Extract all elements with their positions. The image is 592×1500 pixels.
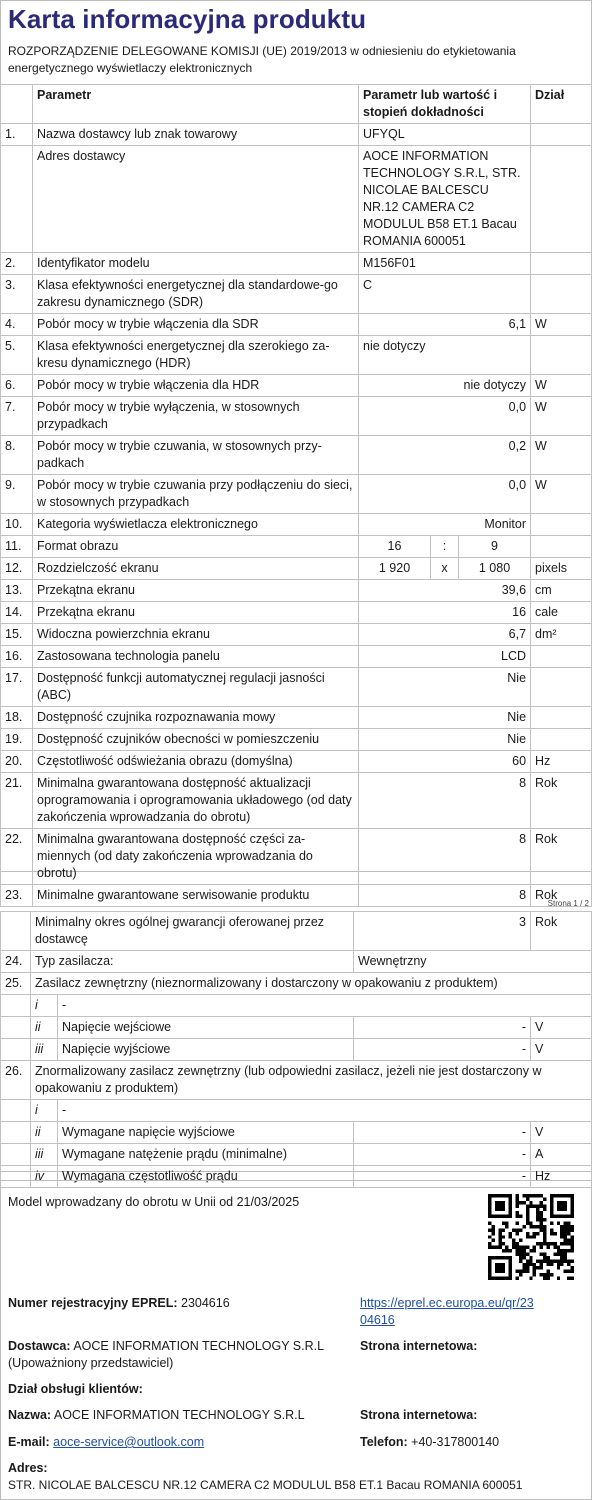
sub-value: - xyxy=(354,1122,531,1144)
row-num: 18. xyxy=(1,707,33,729)
sub-row xyxy=(1,1039,592,1061)
row-label: Przekątna ekranu xyxy=(33,580,359,602)
row-unit xyxy=(531,336,592,375)
sub-value: - xyxy=(354,1166,531,1188)
supplier-line xyxy=(8,1338,353,1372)
table-row xyxy=(1,829,592,885)
row-value: 16 xyxy=(359,602,531,624)
address-value: STR. NICOLAE BALCESCU NR.12 CAMERA C2 MODULUL B58 ET.1 Bacau ROMANIA 600051 xyxy=(8,1478,523,1492)
row-label: Klasa efektywności energetycznej dla standardowe-go zakresu dynamicznego (SDR) xyxy=(33,275,359,314)
sub-roman: ii xyxy=(31,1017,58,1039)
email-label: E-mail: xyxy=(8,1435,50,1449)
sub-row xyxy=(1,1122,592,1144)
power-supply-table xyxy=(0,911,592,1188)
row-label: Zasilacz zewnętrzny (nieznormalizowany i dostarczony w opakowaniu z produktem) xyxy=(31,973,592,995)
row-num: 14. xyxy=(1,602,33,624)
row-unit: Rok xyxy=(531,885,592,907)
name-label: Nazwa: xyxy=(8,1408,52,1422)
table-row xyxy=(1,624,592,646)
row-num: 24. xyxy=(1,951,31,973)
table-row xyxy=(1,773,592,829)
row-num: 9. xyxy=(1,475,33,514)
row-num: 21. xyxy=(1,773,33,829)
regulation-text: ROZPORZĄDZENIE DELEGOWANE KOMISJI (UE) 2019/2013 w odniesieniu do etykietowania energetycznego wyświetlaczy elektronicznych xyxy=(8,44,516,75)
table-row xyxy=(1,436,592,475)
sub-roman: i xyxy=(31,1100,58,1122)
row-value: M156F01 xyxy=(359,253,531,275)
row-num: 12. xyxy=(1,558,33,580)
sub-label: Wymagane natężenie prądu (minimalne) xyxy=(58,1144,354,1166)
row-value: 6,7 xyxy=(359,624,531,646)
qr-code-icon[interactable] xyxy=(488,1194,574,1280)
row-value-sep: x xyxy=(431,558,459,580)
website-label-2: Strona internetowa: xyxy=(360,1408,478,1422)
row-label: Zastosowana technologia panelu xyxy=(33,646,359,668)
warranty-value: 3 xyxy=(354,912,531,951)
email-line xyxy=(8,1434,204,1451)
table-row xyxy=(1,475,592,514)
eprel-line xyxy=(8,1295,230,1312)
row-num xyxy=(1,146,33,253)
row-num: 5. xyxy=(1,336,33,375)
row-label: Adres dostawcy xyxy=(33,146,359,253)
supplier-value: AOCE INFORMATION TECHNOLOGY S.R.L (Upoważniony przedstawiciel) xyxy=(8,1339,324,1370)
row-unit xyxy=(531,124,592,146)
sub-value: - xyxy=(354,1039,531,1061)
row-value-a: 16 xyxy=(359,536,431,558)
row-label: Kategoria wyświetlacza elektronicznego xyxy=(33,514,359,536)
row-label: Pobór mocy w trybie czuwania, w stosownych przy-padkach xyxy=(33,436,359,475)
row-num: 10. xyxy=(1,514,33,536)
row-unit: W xyxy=(531,436,592,475)
row-num: 26. xyxy=(1,1061,31,1100)
row-value: 0,2 xyxy=(359,436,531,475)
row-num: 8. xyxy=(1,436,33,475)
row-label: Klasa efektywności energetycznej dla szerokiego za-kresu dynamicznego (HDR) xyxy=(33,336,359,375)
header-num xyxy=(1,85,33,124)
row-label: Znormalizowany zasilacz zewnętrzny (lub odpowiedni zasilacz, jeżeli nie jest dostarczony w opakowaniu z produktem) xyxy=(31,1061,592,1100)
row-value: UFYQL xyxy=(359,124,531,146)
row-value: 6,1 xyxy=(359,314,531,336)
row-value: nie dotyczy xyxy=(359,336,531,375)
sub-row xyxy=(1,995,592,1017)
row-num: 16. xyxy=(1,646,33,668)
row-num: 4. xyxy=(1,314,33,336)
row-unit xyxy=(531,146,592,253)
table-row xyxy=(1,646,592,668)
row-num: 1. xyxy=(1,124,33,146)
supplier-label: Dostawca: xyxy=(8,1339,71,1353)
row-label: Rozdzielczość ekranu xyxy=(33,558,359,580)
table-row xyxy=(1,146,592,253)
warranty-row xyxy=(1,912,592,951)
row-value: 60 xyxy=(359,751,531,773)
row-unit: Hz xyxy=(531,751,592,773)
row-value: Wewnętrzny xyxy=(354,951,592,973)
eprel-value: 2304616 xyxy=(181,1296,230,1310)
name-line xyxy=(8,1407,305,1424)
market-intro: Model wprowadzany do obrotu w Unii od 21/03/2025 xyxy=(8,1195,300,1209)
row-num: 22. xyxy=(1,829,33,885)
page-number: Strona 1 / 2 xyxy=(547,899,589,908)
table-row xyxy=(1,751,592,773)
row-num: 17. xyxy=(1,668,33,707)
row-label: Typ zasilacza: xyxy=(31,951,354,973)
eprel-link-wrap xyxy=(360,1295,535,1329)
row-value: LCD xyxy=(359,646,531,668)
row-unit xyxy=(531,275,592,314)
sub-label: - xyxy=(58,995,592,1017)
sub-unit: Hz xyxy=(531,1166,592,1188)
table-row xyxy=(1,668,592,707)
row-unit: Rok xyxy=(531,773,592,829)
row-label: Minimalna gwarantowana dostępność aktualizacji oprogramowania i oprogramowania układowego (od daty zakończenia wprowadzania do obrotu) xyxy=(33,773,359,829)
row-label: Widoczna powierzchnia ekranu xyxy=(33,624,359,646)
sub-unit: V xyxy=(531,1039,592,1061)
row-num: 2. xyxy=(1,253,33,275)
table-row xyxy=(1,1061,592,1100)
phone-label: Telefon: xyxy=(360,1435,408,1449)
row-value: Nie xyxy=(359,668,531,707)
row-unit xyxy=(531,646,592,668)
table-row xyxy=(1,536,592,558)
row-label: Częstotliwość odświeżania obrazu (domyślna) xyxy=(33,751,359,773)
sub-roman: i xyxy=(31,995,58,1017)
row-label: Pobór mocy w trybie czuwania przy podłączeniu do sieci, w stosownych przypadkach xyxy=(33,475,359,514)
row-unit: W xyxy=(531,397,592,436)
row-label: Minimalna gwarantowana dostępność części za-miennych (od daty zakończenia wprowadzania do obrotu) xyxy=(33,829,359,885)
row-unit xyxy=(531,253,592,275)
sub-label: Wymagana częstotliwość prądu xyxy=(58,1166,354,1188)
product-info-table xyxy=(0,84,592,907)
email-link[interactable]: aoce-service@outlook.com xyxy=(53,1435,205,1449)
table-row xyxy=(1,558,592,580)
row-value: 0,0 xyxy=(359,475,531,514)
sub-label: Wymagane napięcie wyjściowe xyxy=(58,1122,354,1144)
row-num: 6. xyxy=(1,375,33,397)
sub-value: - xyxy=(354,1144,531,1166)
row-unit: pixels xyxy=(531,558,592,580)
row-label: Dostępność czujnika rozpoznawania mowy xyxy=(33,707,359,729)
row-unit: W xyxy=(531,314,592,336)
row-num: 19. xyxy=(1,729,33,751)
row-unit: dm² xyxy=(531,624,592,646)
sub-roman: iii xyxy=(31,1039,58,1061)
sub-unit: V xyxy=(531,1122,592,1144)
table-row xyxy=(1,275,592,314)
sub-unit: V xyxy=(531,1017,592,1039)
row-unit: Rok xyxy=(531,829,592,885)
row-unit xyxy=(531,536,592,558)
table-row xyxy=(1,336,592,375)
row-num: 11. xyxy=(1,536,33,558)
page-title: Karta informacyjna produktu xyxy=(8,4,367,34)
eprel-link[interactable]: https://eprel.ec.europa.eu/qr/2304616 xyxy=(360,1296,534,1327)
eprel-label: Numer rejestracyjny EPREL: xyxy=(8,1296,178,1310)
phone-value: +40-317800140 xyxy=(411,1435,500,1449)
table-row xyxy=(1,707,592,729)
table-row xyxy=(1,973,592,995)
row-value: C xyxy=(359,275,531,314)
row-value: 8 xyxy=(359,885,531,907)
sub-row xyxy=(1,1144,592,1166)
row-label: Nazwa dostawcy lub znak towarowy xyxy=(33,124,359,146)
row-label: Identyfikator modelu xyxy=(33,253,359,275)
row-num: 25. xyxy=(1,973,31,995)
row-label: Format obrazu xyxy=(33,536,359,558)
address-label: Adres: xyxy=(8,1461,48,1475)
row-value-a: 1 920 xyxy=(359,558,431,580)
sub-roman: iv xyxy=(31,1166,58,1188)
sub-label: Napięcie wejściowe xyxy=(58,1017,354,1039)
table-row xyxy=(1,253,592,275)
table-row xyxy=(1,951,592,973)
sub-unit: A xyxy=(531,1144,592,1166)
table-row xyxy=(1,885,592,907)
table-row xyxy=(1,729,592,751)
sub-label: Napięcie wyjściowe xyxy=(58,1039,354,1061)
row-value-sep: : xyxy=(431,536,459,558)
row-value: 0,0 xyxy=(359,397,531,436)
row-unit: W xyxy=(531,475,592,514)
row-num: 3. xyxy=(1,275,33,314)
row-unit xyxy=(531,514,592,536)
sub-roman: ii xyxy=(31,1122,58,1144)
row-unit: cm xyxy=(531,580,592,602)
row-num: 7. xyxy=(1,397,33,436)
table-header-row xyxy=(1,85,592,124)
row-value: nie dotyczy xyxy=(359,375,531,397)
table-row xyxy=(1,375,592,397)
service-label: Dział obsługi klientów: xyxy=(8,1382,143,1396)
row-label: Pobór mocy w trybie włączenia dla HDR xyxy=(33,375,359,397)
row-label: Pobór mocy w trybie włączenia dla SDR xyxy=(33,314,359,336)
website-label-1: Strona internetowa: xyxy=(360,1339,478,1353)
sub-row xyxy=(1,1100,592,1122)
row-value: AOCE INFORMATION TECHNOLOGY S.R.L, STR. NICOLAE BALCESCU NR.12 CAMERA C2 MODULUL B58 ET.1 Bacau ROMANIA 600051 xyxy=(359,146,531,253)
header-unit: Dział xyxy=(531,85,592,124)
warranty-unit: Rok xyxy=(531,912,592,951)
row-num: 20. xyxy=(1,751,33,773)
table-row xyxy=(1,602,592,624)
row-unit xyxy=(531,707,592,729)
row-value: Monitor xyxy=(359,514,531,536)
row-unit xyxy=(531,668,592,707)
row-value: 39,6 xyxy=(359,580,531,602)
row-unit xyxy=(531,729,592,751)
row-num: 15. xyxy=(1,624,33,646)
row-value: 8 xyxy=(359,829,531,885)
sub-roman: iii xyxy=(31,1144,58,1166)
table-row xyxy=(1,124,592,146)
row-label: Pobór mocy w trybie wyłączenia, w stosownych przypadkach xyxy=(33,397,359,436)
warranty-label: Minimalny okres ogólnej gwarancji oferowanej przez dostawcę xyxy=(31,912,354,951)
table-row xyxy=(1,580,592,602)
row-unit: W xyxy=(531,375,592,397)
sub-label: - xyxy=(58,1100,592,1122)
row-label: Dostępność funkcji automatycznej regulacji jasności (ABC) xyxy=(33,668,359,707)
table-row xyxy=(1,314,592,336)
row-value-b: 1 080 xyxy=(459,558,531,580)
table-row xyxy=(1,514,592,536)
header-param: Parametr xyxy=(33,85,359,124)
table-row xyxy=(1,397,592,436)
sub-value: - xyxy=(354,1017,531,1039)
row-label: Minimalne gwarantowane serwisowanie produktu xyxy=(33,885,359,907)
row-value-b: 9 xyxy=(459,536,531,558)
header-value: Parametr lub wartość i stopień dokładności xyxy=(359,85,531,124)
row-label: Dostępność czujników obecności w pomieszczeniu xyxy=(33,729,359,751)
row-label: Przekątna ekranu xyxy=(33,602,359,624)
sub-row xyxy=(1,1017,592,1039)
row-unit: cale xyxy=(531,602,592,624)
name-value: AOCE INFORMATION TECHNOLOGY S.R.L xyxy=(53,1408,305,1422)
row-num: 23. xyxy=(1,885,33,907)
row-num: 13. xyxy=(1,580,33,602)
row-value: Nie xyxy=(359,729,531,751)
phone-line xyxy=(360,1434,499,1451)
row-value: 8 xyxy=(359,773,531,829)
row-value: Nie xyxy=(359,707,531,729)
